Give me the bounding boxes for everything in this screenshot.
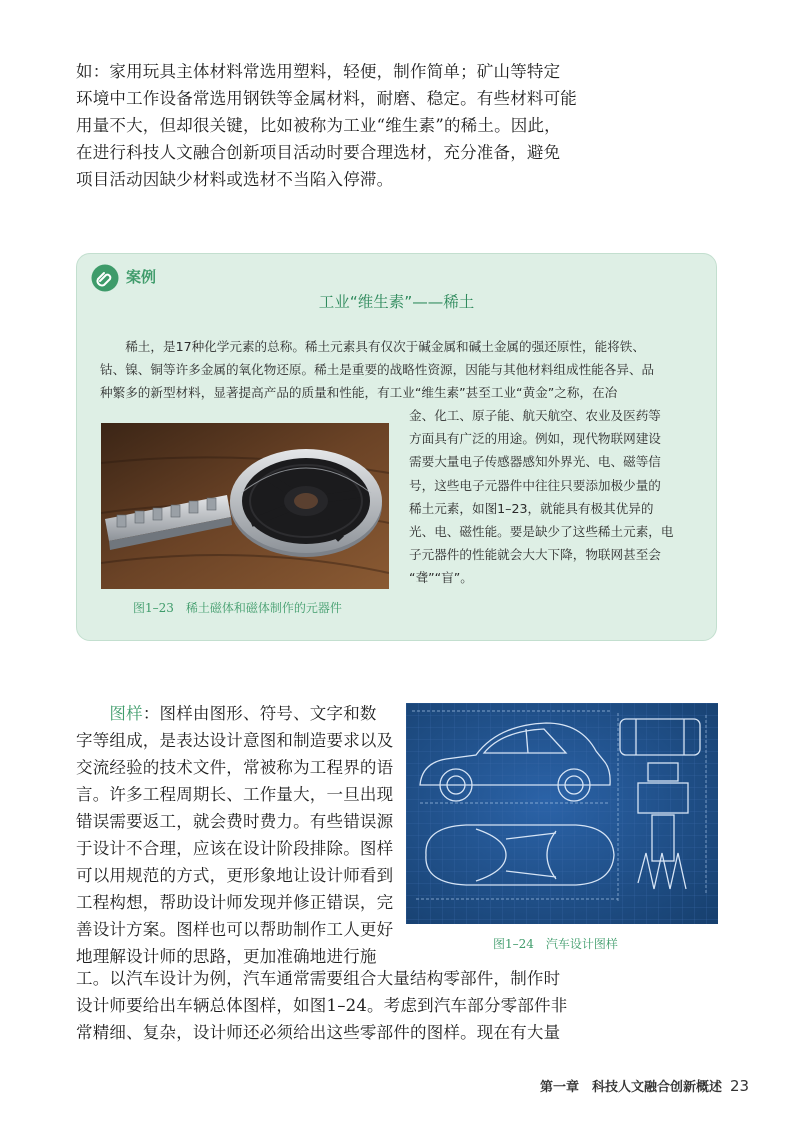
drawing-first-rest: ：图样由图形、符号、文字和数 <box>142 704 377 723</box>
page-number: 23 <box>730 1077 750 1095</box>
drawing-line: 可以用规范的方式，更形象地让设计师看到 <box>76 866 394 885</box>
case-line: 需要大量电子传感器感知外界光、电、磁等信 <box>409 454 661 470</box>
case-line: 号，这些电子元器件中往往只要添加极少量的 <box>409 477 661 493</box>
case-title: 工业“维生素”——稀土 <box>318 293 475 311</box>
drawing-first-line <box>76 700 394 727</box>
page-footer <box>540 1076 749 1095</box>
chapter-title: 第一章 科技人文融合创新概述 <box>540 1080 723 1095</box>
drawing-line: 字等组成，是表达设计意图和制造要求以及 <box>76 731 394 750</box>
intro-line: 如：家用玩具主体材料常选用塑料，轻便，制作简单；矿山等特定 <box>76 62 561 81</box>
drawing-line: 地理解设计师的思路，更加准确地进行施 <box>76 947 377 966</box>
drawing-line: 常精细、复杂，设计师还必须给出这些零部件的图样。现在有大量 <box>76 1023 561 1042</box>
drawing-paragraph-continued <box>76 965 568 1046</box>
drawing-line: 设计师要给出车辆总体图样，如图1–24。考虑到汽车部分零部件非 <box>76 996 568 1015</box>
case-line: 稀土元素，如图1–23，就能具有极其优异的 <box>409 500 654 516</box>
drawing-line: 工程构想，帮助设计师发现并修正错误，完 <box>76 893 394 912</box>
drawing-line: 错误需要返工，就会费时费力。有些错误源 <box>76 812 394 831</box>
drawing-term: 图样 <box>109 704 143 723</box>
case-line: 种繁多的新型材料，显著提高产品的质量和性能，有工业“维生素”甚至工业“黄金”之称，在冶 <box>100 385 618 401</box>
case-line: 光、电、磁性能。要是缺少了这些稀土元素，电 <box>409 524 674 540</box>
case-badge-icon <box>91 264 119 292</box>
case-line: “聋”“盲”。 <box>409 570 473 586</box>
intro-line: 项目活动因缺少材料或选材不当陷入停滞。 <box>76 170 394 189</box>
case-line: 金、化工、原子能、航天航空、农业及医药等 <box>409 408 661 423</box>
car-blueprint-image <box>406 703 718 924</box>
case-line: 方面具有广泛的用途。例如，现代物联网建设 <box>409 431 661 447</box>
case-line: 稀土，是17种化学元素的总称。稀土元素具有仅次于碱金属和碱土金属的强还原性，能将铁、 <box>100 339 645 354</box>
figure-1-23-caption: 图1–23 稀土磁体和磁体制作的元器件 <box>133 601 342 615</box>
case-label: 案例 <box>126 268 157 286</box>
intro-line: 环境中工作设备常选用钢铁等金属材料，耐磨、稳定。有些材料可能 <box>76 89 577 108</box>
figure-1-24-caption: 图1–24 汽车设计图样 <box>493 937 618 951</box>
case-line: 钴、镍、铜等许多金属的氧化物还原。稀土是重要的战略性资源，因能与其他材料组成性能各异、品 <box>100 362 655 378</box>
case-text-full-width <box>100 335 700 405</box>
drawing-line: 工。以汽车设计为例，汽车通常需要组合大量结构零部件，制作时 <box>76 969 561 988</box>
case-text-right-column <box>409 404 709 590</box>
drawing-line: 交流经验的技术文件，常被称为工程界的语 <box>76 758 394 777</box>
drawing-line: 言。许多工程周期长、工作量大，一旦出现 <box>76 785 394 804</box>
drawing-paragraph <box>76 700 394 970</box>
case-line: 子元器件的性能就会大大下降，物联网甚至会 <box>409 547 661 563</box>
drawing-line: 善设计方案。图样也可以帮助制作工人更好 <box>76 920 394 939</box>
drawing-line: 于设计不合理，应该在设计阶段排除。图样 <box>76 839 394 858</box>
intro-paragraph <box>76 58 577 193</box>
intro-line: 在进行科技人文融合创新项目活动时要合理选材，充分准备，避免 <box>76 143 561 162</box>
intro-line: 用量不大，但却很关键，比如被称为工业“维生素”的稀土。因此， <box>76 116 561 135</box>
rare-earth-magnet-photo <box>101 423 389 589</box>
